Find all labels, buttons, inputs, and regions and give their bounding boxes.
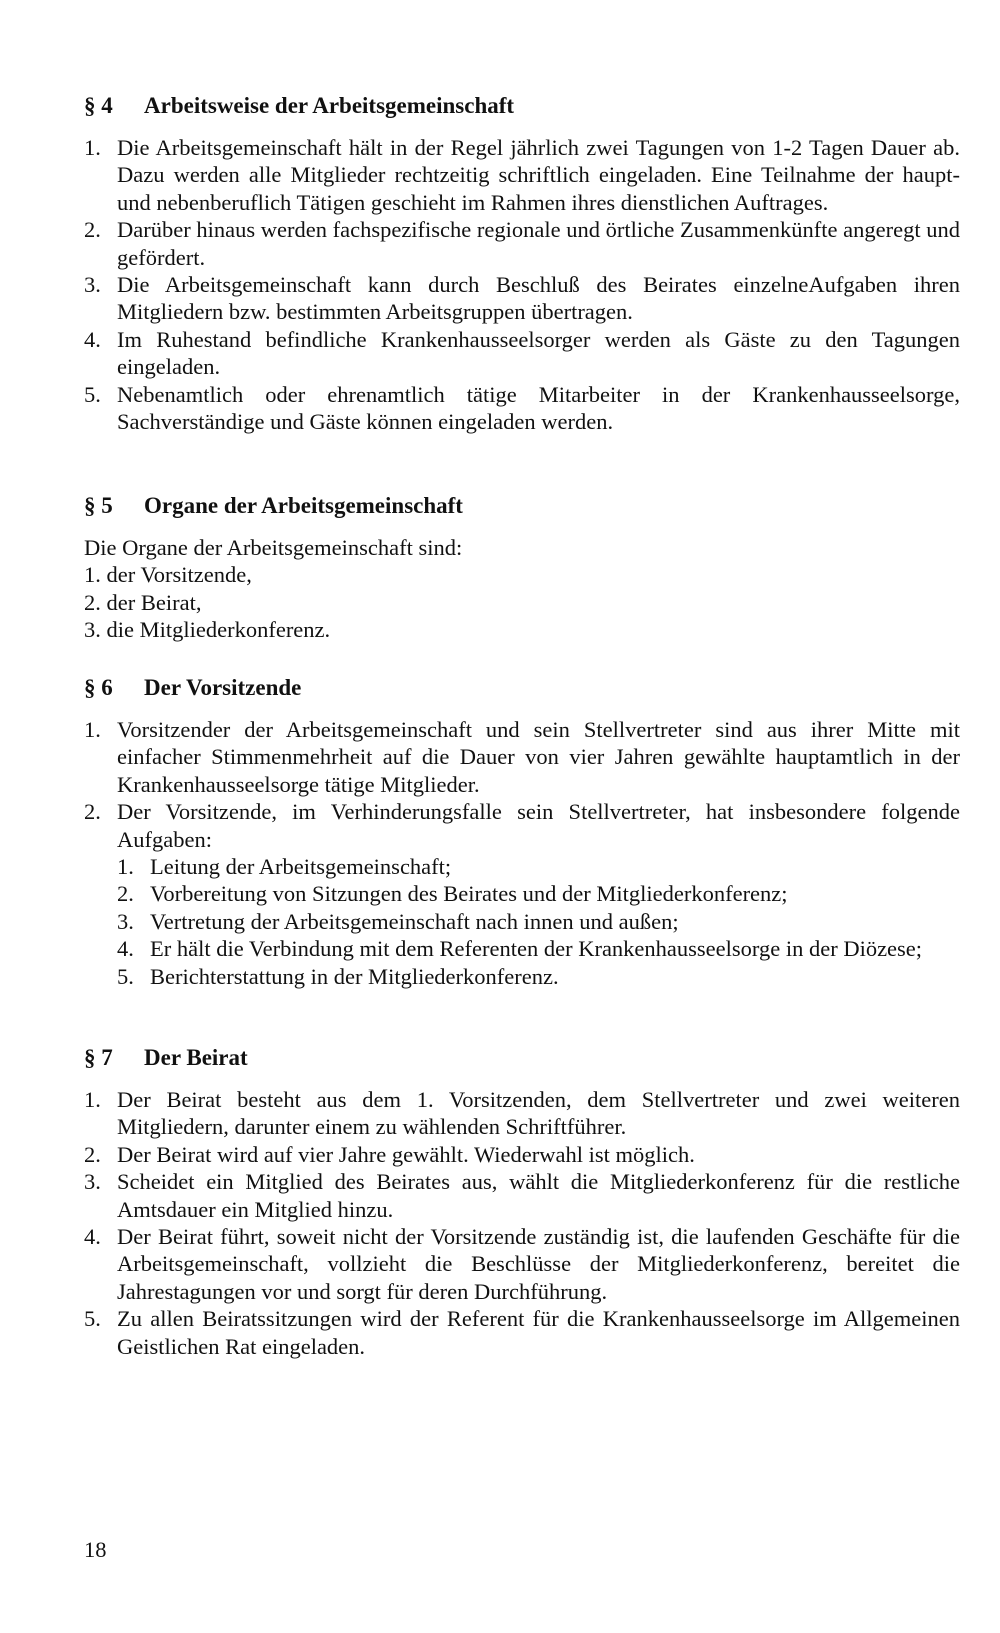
- section-number: § 4: [84, 93, 113, 118]
- section-title: Der Beirat: [144, 1045, 248, 1070]
- item-text: Scheidet ein Mitglied des Beirates aus, wählt die Mitgliederkonferenz für die restliche Amtsdauer ein Mitglied hinzu.: [117, 1169, 960, 1222]
- section-intro: Die Organe der Arbeitsgemeinschaft sind:: [84, 535, 463, 560]
- item-number: 4.: [117, 936, 134, 962]
- item-text: Der Vorsitzende, im Verhinderungsfalle sein Stellvertreter, hat insbesondere folgende Aufgaben:: [117, 799, 960, 852]
- item-text: Berichterstattung in der Mitgliederkonferenz.: [150, 963, 559, 989]
- item-number: 4.: [84, 1224, 101, 1250]
- list-item: [84, 1141, 960, 1168]
- item-text: Vorsitzender der Arbeitsgemeinschaft und sein Stellvertreter sind aus ihrer Mitte mit einfacher Stimmenmehrheit auf die Dauer von vier Jahren gewählte hauptamtlich in der Krankenhausseelsorge tätige Mitglieder.: [117, 717, 960, 797]
- sublist-item: [117, 963, 960, 990]
- item-text: Nebenamtlich oder ehrenamtlich tätige Mitarbeiter in der Krankenhausseelsorge, Sachverständige und Gäste können eingeladen werden.: [117, 381, 960, 435]
- list-item: [84, 271, 960, 326]
- item-text: die Mitgliederkonferenz.: [106, 617, 331, 643]
- list-item: [84, 1305, 960, 1360]
- section-title: Organe der Arbeitsgemeinschaft: [144, 493, 463, 518]
- item-text: der Beirat,: [106, 589, 202, 615]
- item-number: 5.: [117, 963, 134, 989]
- item-number: 5.: [84, 1306, 101, 1332]
- item-number: 2.: [117, 881, 134, 907]
- item-number: 1.: [84, 1087, 101, 1112]
- item-text: Vertretung der Arbeitsgemeinschaft nach innen und außen;: [150, 908, 679, 934]
- item-text: Darüber hinaus werden fachspezifische regionale und örtliche Zusammenkünfte angeregt und gefördert.: [117, 217, 960, 270]
- item-text: Der Beirat wird auf vier Jahre gewählt. Wiederwahl ist möglich.: [117, 1141, 695, 1167]
- section-title: Der Vorsitzende: [144, 675, 302, 700]
- item-number: 4.: [84, 326, 101, 352]
- list-item: [84, 1086, 960, 1141]
- item-number: 3.: [84, 1169, 101, 1195]
- list-item: [84, 381, 960, 436]
- section-4: [84, 92, 960, 435]
- list-item: [84, 134, 960, 216]
- section-number: § 5: [84, 493, 113, 518]
- section-heading: [84, 1044, 960, 1072]
- section-4-list: [84, 134, 960, 435]
- item-text: Er hält die Verbindung mit dem Referenten der Krankenhausseelsorge in der Diözese;: [150, 936, 923, 962]
- section-7: [84, 1044, 960, 1360]
- list-item: [84, 216, 960, 271]
- section-5: [84, 492, 960, 644]
- page-number: 18: [84, 1537, 107, 1562]
- section-title: Arbeitsweise der Arbeitsgemeinschaft: [144, 93, 515, 118]
- section-heading: [84, 492, 960, 520]
- list-item: [84, 1223, 960, 1305]
- item-text: Vorbereitung von Sitzungen des Beirates und der Mitgliederkonferenz;: [150, 881, 788, 907]
- item-number: 5.: [84, 381, 101, 407]
- item-text: Die Arbeitsgemeinschaft kann durch Beschluß des Beirates einzelneAufgaben ihren Mitgliedern bzw. bestimmten Arbeitsgruppen übertragen.: [117, 272, 960, 325]
- item-number: 2.: [84, 589, 101, 615]
- sublist-item: [117, 880, 960, 907]
- list-item: [84, 561, 960, 588]
- section-heading: [84, 92, 960, 120]
- section-heading: [84, 674, 960, 702]
- item-text: Zu allen Beiratssitzungen wird der Referent für die Krankenhausseelsorge im Allgemeinen Geistlichen Rat eingeladen.: [117, 1306, 960, 1359]
- section-number: § 7: [84, 1045, 113, 1070]
- item-number: 1.: [84, 717, 101, 742]
- item-number: 2.: [84, 217, 101, 243]
- item-text: Der Beirat führt, soweit nicht der Vorsitzende zuständig ist, die laufenden Geschäfte für die Arbeitsgemeinschaft, vollzieht die Beschlüsse der Mitgliederkonferenz, bereitet die Jahrestagungen vor und sorgt für deren Durchführung.: [117, 1224, 960, 1304]
- list-item: [84, 616, 960, 643]
- item-text: Die Arbeitsgemeinschaft hält in der Regel jährlich zwei Tagungen von 1-2 Tagen Dauer ab. Dazu werden alle Mitglieder rechtzeitig schriftlich eingeladen. Eine Teilnahme der haupt- und nebenberuflich Tätigen geschieht im Rahmen ihres dienstlichen Auftrages.: [117, 135, 960, 215]
- item-number: 3.: [117, 908, 134, 934]
- list-item: [84, 589, 960, 616]
- item-number: 1.: [84, 562, 101, 588]
- list-item: [84, 798, 960, 990]
- item-text: Leitung der Arbeitsgemeinschaft;: [150, 854, 452, 880]
- list-item: [84, 326, 960, 381]
- section-7-list: [84, 1086, 960, 1360]
- section-number: § 6: [84, 675, 113, 700]
- sublist-item: [117, 908, 960, 935]
- sublist-item: [117, 935, 960, 962]
- item-number: 3.: [84, 272, 101, 298]
- section-6-list: [84, 716, 960, 990]
- section-6-sublist: [117, 853, 960, 990]
- item-number: 2.: [84, 1141, 101, 1167]
- sublist-item: [117, 853, 960, 880]
- section-6: [84, 674, 960, 990]
- list-item: [84, 1168, 960, 1223]
- section-5-list: [84, 561, 960, 643]
- item-number: 3.: [84, 617, 101, 643]
- item-text: der Vorsitzende,: [106, 562, 252, 588]
- item-number: 1.: [117, 854, 134, 880]
- item-number: 2.: [84, 799, 101, 825]
- item-number: 1.: [84, 135, 101, 160]
- item-text: Der Beirat besteht aus dem 1. Vorsitzenden, dem Stellvertreter und zwei weiteren Mitgliedern, darunter einem zu wählenden Schriftführer.: [117, 1087, 960, 1140]
- list-item: [84, 716, 960, 798]
- item-text: Im Ruhestand befindliche Krankenhausseelsorger werden als Gäste zu den Tagungen eingeladen.: [117, 326, 960, 380]
